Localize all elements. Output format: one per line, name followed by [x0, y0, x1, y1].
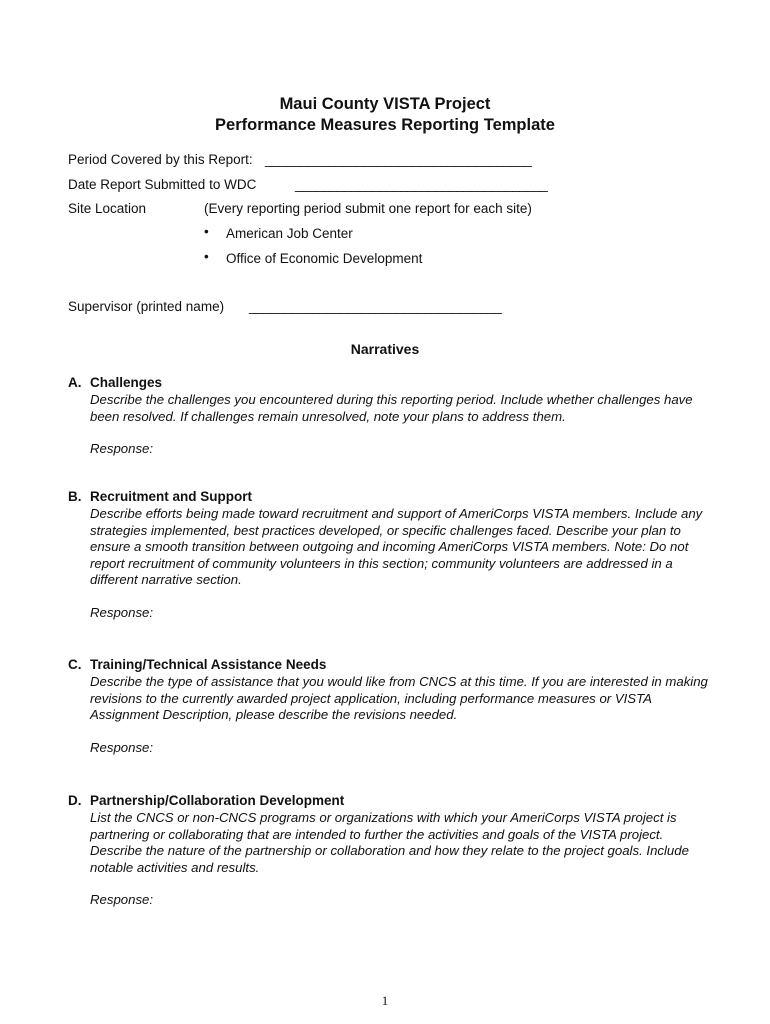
bullet-icon: • [204, 249, 209, 264]
section-letter: A. [68, 375, 82, 390]
response-label: Response: [90, 441, 154, 456]
section-title: Training/Technical Assistance Needs [90, 657, 327, 672]
section-challenges [68, 375, 708, 456]
response-label: Response: [90, 604, 154, 620]
section-heading [68, 793, 708, 810]
document-title: Maui County VISTA Project [279, 95, 491, 113]
section-title: Recruitment and Support [90, 489, 253, 504]
section-heading [68, 489, 708, 506]
supervisor-label: Supervisor (printed name) [68, 299, 225, 314]
page-number: 1 [381, 993, 389, 1008]
section-partnership [68, 793, 708, 907]
document-subtitle: Performance Measures Reporting Template [215, 116, 555, 134]
section-recruitment [68, 489, 708, 620]
bullet-icon: • [204, 224, 209, 239]
section-letter: C. [68, 657, 82, 672]
site-option-ajc: American Job Center [226, 226, 353, 241]
response-label: Response: [90, 892, 154, 907]
site-note: (Every reporting period submit one report for each site) [204, 201, 532, 216]
section-description: Describe efforts being made toward recruitment and support of AmeriCorps VISTA members. Include any strategies implemented, best practices developed, or specific challenges faced. Describe your plan to ensure a smooth transition between outgoing and incoming AmeriCorps VISTA members. Note: Do not report recruitment of community volunteers in this section; community volunteers are addressed in a different narrative section. [90, 506, 703, 587]
period-blank-field[interactable]: ______________________________________ [265, 152, 532, 167]
section-description: Describe the challenges you encountered during this reporting period. Include whether challenges have been resolved. If challenges remain unresolved, note your plans to address them. [90, 392, 693, 424]
section-description: Describe the type of assistance that you would like from CNCS at this time. If you are interested in making revisions to the currently awarded project application, including performance measures or VISTA Assignment Description, please describe the revisions needed. [90, 674, 708, 722]
supervisor-blank-field[interactable]: ____________________________________ [249, 299, 502, 314]
date-label: Date Report Submitted to WDC [68, 177, 257, 192]
section-heading [68, 375, 708, 392]
site-label: Site Location [68, 201, 147, 216]
period-label: Period Covered by this Report: [68, 152, 253, 167]
section-letter: B. [68, 489, 82, 504]
section-letter: D. [68, 793, 82, 808]
date-blank-field[interactable]: ____________________________________ [295, 177, 548, 192]
narratives-heading: Narratives [350, 341, 420, 357]
site-option-oed: Office of Economic Development [226, 251, 423, 266]
section-training [68, 657, 708, 755]
section-title: Partnership/Collaboration Development [90, 793, 345, 808]
section-heading [68, 657, 708, 674]
section-description: List the CNCS or non-CNCS programs or organizations with which your AmeriCorps VISTA project is partnering or collaborating that are intended to further the activities and goals of the VISTA project. Describe the nature of the partnership or collaboration and how they relate to the project goals. Include notable activities and results. [90, 810, 689, 875]
section-title: Challenges [90, 375, 163, 390]
response-label: Response: [90, 739, 154, 755]
